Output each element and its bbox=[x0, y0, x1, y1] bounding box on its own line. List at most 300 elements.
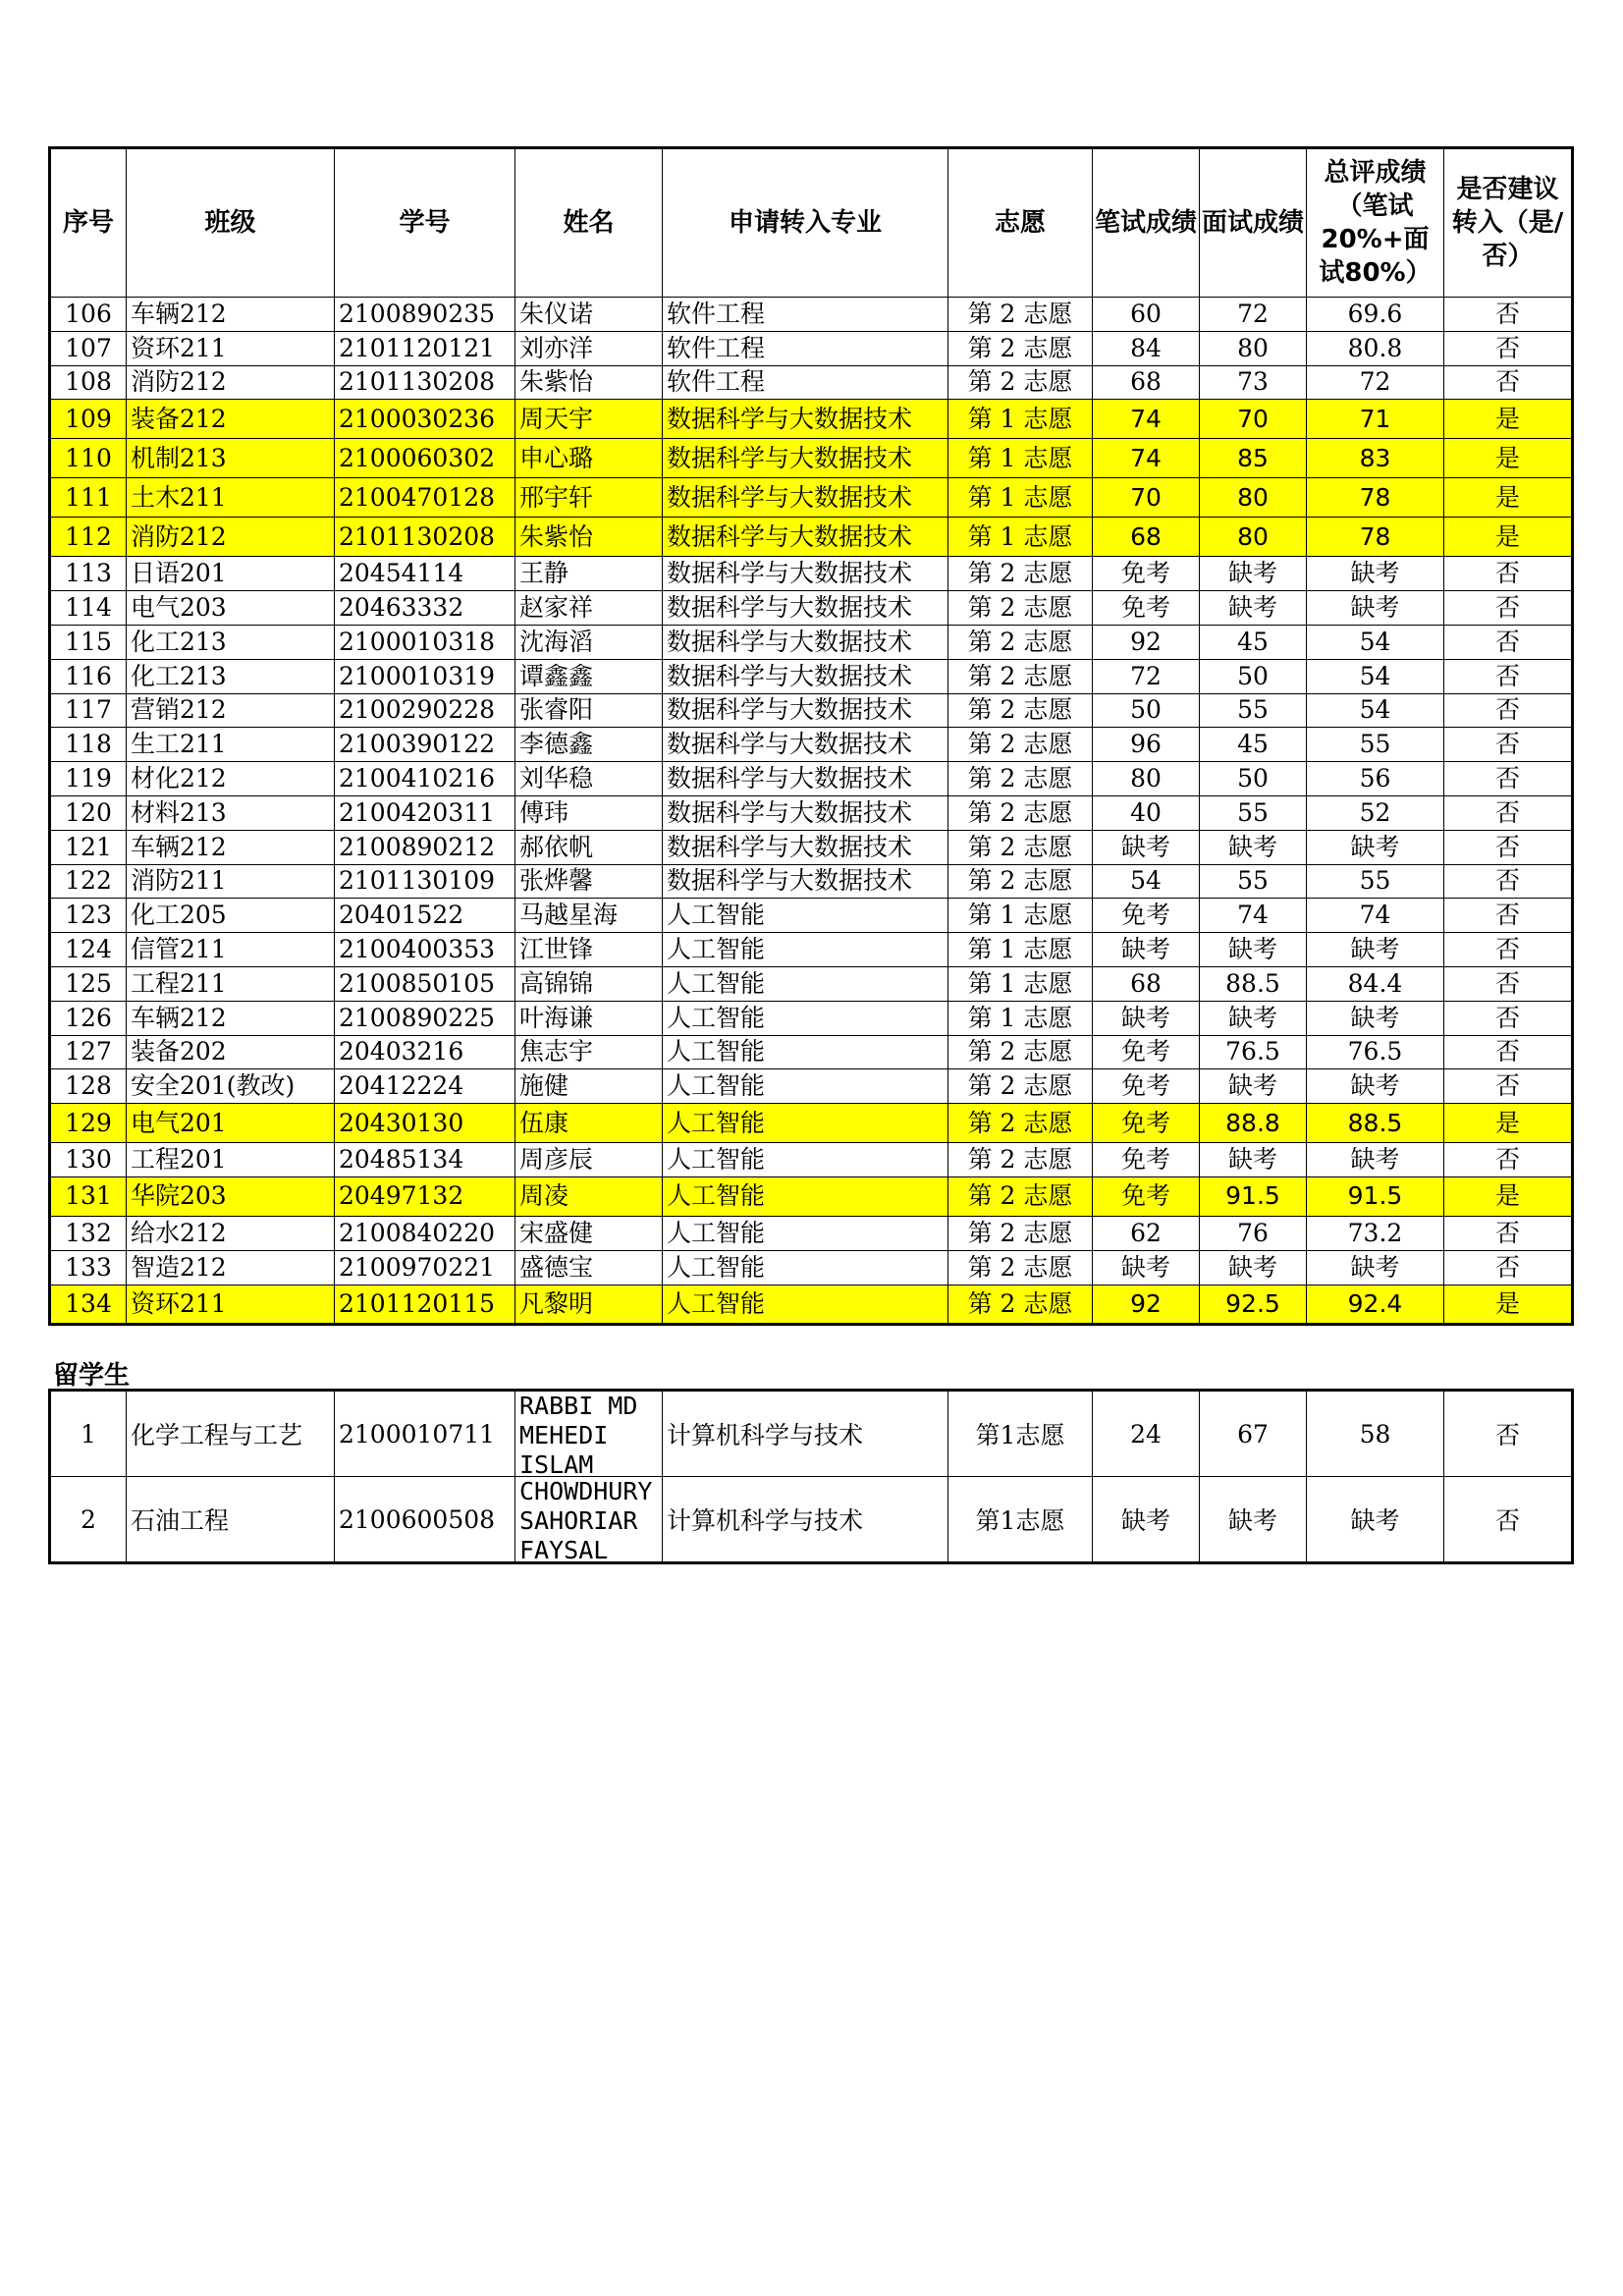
row-no: 119 bbox=[50, 762, 127, 796]
row-class: 营销212 bbox=[127, 693, 335, 728]
row-total: 56 bbox=[1307, 762, 1444, 796]
row-class: 给水212 bbox=[127, 1216, 335, 1250]
row-major: 数据科学与大数据技术 bbox=[663, 693, 948, 728]
row-total: 缺考 bbox=[1307, 591, 1444, 626]
row-recommend: 否 bbox=[1444, 795, 1573, 830]
row-class: 资环211 bbox=[127, 1285, 335, 1324]
header-total: 总评成绩（笔试20%+面试80%） bbox=[1307, 148, 1444, 298]
row-no: 116 bbox=[50, 659, 127, 693]
row-no: 126 bbox=[50, 1001, 127, 1035]
row-total: 78 bbox=[1307, 518, 1444, 557]
row-recommend: 是 bbox=[1444, 1104, 1573, 1143]
row-major: 数据科学与大数据技术 bbox=[663, 830, 948, 864]
row-written: 54 bbox=[1093, 864, 1200, 899]
transfer-results-table bbox=[48, 146, 1574, 1326]
row-student-id: 2101130109 bbox=[335, 864, 515, 899]
row-written: 84 bbox=[1093, 331, 1200, 365]
row-major: 人工智能 bbox=[663, 1104, 948, 1143]
row-total: 52 bbox=[1307, 795, 1444, 830]
row-interview: 55 bbox=[1200, 864, 1307, 899]
row-written: 62 bbox=[1093, 1216, 1200, 1250]
row-student-id: 2100850105 bbox=[335, 966, 515, 1001]
row-major: 数据科学与大数据技术 bbox=[663, 478, 948, 518]
header-recommend: 是否建议转入（是/否） bbox=[1444, 148, 1573, 298]
row-total: 76.5 bbox=[1307, 1035, 1444, 1069]
row-major: 数据科学与大数据技术 bbox=[663, 591, 948, 626]
row-interview: 91.5 bbox=[1200, 1176, 1307, 1216]
row-interview: 缺考 bbox=[1200, 1069, 1307, 1104]
row-wish: 第 1 志愿 bbox=[948, 518, 1093, 557]
row-recommend: 否 bbox=[1444, 864, 1573, 899]
row-total: 91.5 bbox=[1307, 1176, 1444, 1216]
row-major: 人工智能 bbox=[663, 1001, 948, 1035]
row-interview: 72 bbox=[1200, 298, 1307, 332]
row-major: 数据科学与大数据技术 bbox=[663, 864, 948, 899]
row-total: 缺考 bbox=[1307, 830, 1444, 864]
table-row bbox=[50, 1285, 1573, 1324]
row-written: 72 bbox=[1093, 659, 1200, 693]
row-major: 数据科学与大数据技术 bbox=[663, 728, 948, 762]
row-recommend: 否 bbox=[1444, 625, 1573, 659]
row-major: 软件工程 bbox=[663, 331, 948, 365]
row-name: 李德鑫 bbox=[515, 728, 663, 762]
row-wish: 第 2 志愿 bbox=[948, 830, 1093, 864]
row-recommend: 是 bbox=[1444, 518, 1573, 557]
table-row bbox=[50, 864, 1573, 899]
row-student-id: 20412224 bbox=[335, 1069, 515, 1104]
row-name: 伍康 bbox=[515, 1104, 663, 1143]
row-major: 人工智能 bbox=[663, 1176, 948, 1216]
row-no: 124 bbox=[50, 933, 127, 967]
row-written: 免考 bbox=[1093, 591, 1200, 626]
row-student-id: 2100890225 bbox=[335, 1001, 515, 1035]
row-student-id: 2100600508 bbox=[335, 1477, 515, 1563]
row-interview: 缺考 bbox=[1200, 1143, 1307, 1177]
row-name: 周天宇 bbox=[515, 400, 663, 439]
row-no: 122 bbox=[50, 864, 127, 899]
table-row bbox=[50, 1391, 1573, 1477]
row-class: 土木211 bbox=[127, 478, 335, 518]
row-major: 人工智能 bbox=[663, 1069, 948, 1104]
row-student-id: 2100410216 bbox=[335, 762, 515, 796]
row-recommend: 是 bbox=[1444, 439, 1573, 478]
row-class: 装备202 bbox=[127, 1035, 335, 1069]
row-wish: 第 2 志愿 bbox=[948, 762, 1093, 796]
row-total: 缺考 bbox=[1307, 557, 1444, 591]
row-student-id: 2101120115 bbox=[335, 1285, 515, 1324]
row-interview: 73 bbox=[1200, 365, 1307, 400]
row-major: 数据科学与大数据技术 bbox=[663, 659, 948, 693]
table-row bbox=[50, 762, 1573, 796]
row-recommend: 是 bbox=[1444, 478, 1573, 518]
row-no: 108 bbox=[50, 365, 127, 400]
row-student-id: 2100390122 bbox=[335, 728, 515, 762]
row-written: 60 bbox=[1093, 298, 1200, 332]
row-wish: 第1志愿 bbox=[948, 1391, 1093, 1477]
row-no: 134 bbox=[50, 1285, 127, 1324]
row-no: 130 bbox=[50, 1143, 127, 1177]
table-row bbox=[50, 298, 1573, 332]
row-class: 信管211 bbox=[127, 933, 335, 967]
row-written: 74 bbox=[1093, 400, 1200, 439]
table-row bbox=[50, 557, 1573, 591]
row-total: 92.4 bbox=[1307, 1285, 1444, 1324]
row-name: 凡黎明 bbox=[515, 1285, 663, 1324]
row-class: 化学工程与工艺 bbox=[127, 1391, 335, 1477]
header-interview: 面试成绩 bbox=[1200, 148, 1307, 298]
table-row bbox=[50, 728, 1573, 762]
row-class: 车辆212 bbox=[127, 1001, 335, 1035]
row-interview: 缺考 bbox=[1200, 1477, 1307, 1563]
row-interview: 80 bbox=[1200, 478, 1307, 518]
row-interview: 76 bbox=[1200, 1216, 1307, 1250]
row-name: 刘亦洋 bbox=[515, 331, 663, 365]
row-student-id: 20401522 bbox=[335, 899, 515, 933]
row-total: 73.2 bbox=[1307, 1216, 1444, 1250]
row-wish: 第 2 志愿 bbox=[948, 1069, 1093, 1104]
row-wish: 第 2 志愿 bbox=[948, 1285, 1093, 1324]
row-class: 安全201(教改) bbox=[127, 1069, 335, 1104]
table-row bbox=[50, 478, 1573, 518]
row-wish: 第 1 志愿 bbox=[948, 400, 1093, 439]
row-written: 40 bbox=[1093, 795, 1200, 830]
row-major: 数据科学与大数据技术 bbox=[663, 795, 948, 830]
row-major: 人工智能 bbox=[663, 966, 948, 1001]
row-total: 缺考 bbox=[1307, 1001, 1444, 1035]
row-name: 谭鑫鑫 bbox=[515, 659, 663, 693]
header-student-id: 学号 bbox=[335, 148, 515, 298]
row-major: 数据科学与大数据技术 bbox=[663, 518, 948, 557]
table-row bbox=[50, 933, 1573, 967]
row-major: 人工智能 bbox=[663, 1143, 948, 1177]
row-written: 缺考 bbox=[1093, 830, 1200, 864]
row-no: 1 bbox=[50, 1391, 127, 1477]
row-major: 软件工程 bbox=[663, 298, 948, 332]
row-interview: 92.5 bbox=[1200, 1285, 1307, 1324]
row-no: 133 bbox=[50, 1250, 127, 1285]
header-written: 笔试成绩 bbox=[1093, 148, 1200, 298]
row-interview: 70 bbox=[1200, 400, 1307, 439]
row-student-id: 2101120121 bbox=[335, 331, 515, 365]
row-recommend: 否 bbox=[1444, 331, 1573, 365]
row-student-id: 2100290228 bbox=[335, 693, 515, 728]
row-class: 石油工程 bbox=[127, 1477, 335, 1563]
row-student-id: 2100060302 bbox=[335, 439, 515, 478]
row-interview: 45 bbox=[1200, 625, 1307, 659]
row-student-id: 20485134 bbox=[335, 1143, 515, 1177]
row-recommend: 否 bbox=[1444, 1477, 1573, 1563]
row-name bbox=[515, 1477, 663, 1563]
row-total: 55 bbox=[1307, 864, 1444, 899]
row-name: 刘华稳 bbox=[515, 762, 663, 796]
row-major: 人工智能 bbox=[663, 1250, 948, 1285]
row-no: 2 bbox=[50, 1477, 127, 1563]
row-no: 128 bbox=[50, 1069, 127, 1104]
row-written: 缺考 bbox=[1093, 1477, 1200, 1563]
row-interview: 缺考 bbox=[1200, 591, 1307, 626]
row-student-id: 2100030236 bbox=[335, 400, 515, 439]
row-written: 24 bbox=[1093, 1391, 1200, 1477]
row-wish: 第 2 志愿 bbox=[948, 795, 1093, 830]
table-row bbox=[50, 1477, 1573, 1563]
table-row bbox=[50, 1250, 1573, 1285]
row-total: 78 bbox=[1307, 478, 1444, 518]
table-row bbox=[50, 1001, 1573, 1035]
row-class: 机制213 bbox=[127, 439, 335, 478]
row-wish: 第 2 志愿 bbox=[948, 591, 1093, 626]
row-major: 人工智能 bbox=[663, 1285, 948, 1324]
row-interview: 67 bbox=[1200, 1391, 1307, 1477]
row-recommend: 否 bbox=[1444, 1001, 1573, 1035]
header-row bbox=[50, 148, 1573, 298]
row-class: 消防212 bbox=[127, 365, 335, 400]
foreign-name-text: CHOWDHURY SAHORIAR FAYSAL bbox=[519, 1477, 653, 1561]
row-wish: 第 1 志愿 bbox=[948, 899, 1093, 933]
row-name bbox=[515, 1391, 663, 1477]
row-written: 免考 bbox=[1093, 1069, 1200, 1104]
row-total: 83 bbox=[1307, 439, 1444, 478]
row-written: 92 bbox=[1093, 1285, 1200, 1324]
row-major: 数据科学与大数据技术 bbox=[663, 762, 948, 796]
row-class: 装备212 bbox=[127, 400, 335, 439]
row-interview: 80 bbox=[1200, 331, 1307, 365]
row-recommend: 否 bbox=[1444, 728, 1573, 762]
row-name: 周凌 bbox=[515, 1176, 663, 1216]
row-wish: 第 2 志愿 bbox=[948, 331, 1093, 365]
row-written: 68 bbox=[1093, 518, 1200, 557]
row-written: 免考 bbox=[1093, 1104, 1200, 1143]
row-wish: 第 2 志愿 bbox=[948, 1250, 1093, 1285]
row-name: 申心璐 bbox=[515, 439, 663, 478]
row-interview: 88.5 bbox=[1200, 966, 1307, 1001]
row-interview: 50 bbox=[1200, 762, 1307, 796]
row-recommend: 否 bbox=[1444, 557, 1573, 591]
row-no: 131 bbox=[50, 1176, 127, 1216]
row-interview: 74 bbox=[1200, 899, 1307, 933]
row-written: 免考 bbox=[1093, 557, 1200, 591]
row-name: 王静 bbox=[515, 557, 663, 591]
row-no: 111 bbox=[50, 478, 127, 518]
row-major: 人工智能 bbox=[663, 899, 948, 933]
row-name: 沈海滔 bbox=[515, 625, 663, 659]
row-no: 118 bbox=[50, 728, 127, 762]
row-name: 张睿阳 bbox=[515, 693, 663, 728]
row-wish: 第 2 志愿 bbox=[948, 728, 1093, 762]
row-total: 71 bbox=[1307, 400, 1444, 439]
row-total: 74 bbox=[1307, 899, 1444, 933]
row-recommend: 否 bbox=[1444, 693, 1573, 728]
row-interview: 50 bbox=[1200, 659, 1307, 693]
row-student-id: 2100400353 bbox=[335, 933, 515, 967]
row-total: 缺考 bbox=[1307, 1477, 1444, 1563]
row-recommend: 是 bbox=[1444, 400, 1573, 439]
row-wish: 第 2 志愿 bbox=[948, 365, 1093, 400]
row-interview: 85 bbox=[1200, 439, 1307, 478]
row-recommend: 否 bbox=[1444, 298, 1573, 332]
row-wish: 第 2 志愿 bbox=[948, 1035, 1093, 1069]
row-major: 计算机科学与技术 bbox=[663, 1477, 948, 1563]
row-student-id: 20497132 bbox=[335, 1176, 515, 1216]
row-recommend: 否 bbox=[1444, 1143, 1573, 1177]
row-class: 智造212 bbox=[127, 1250, 335, 1285]
row-wish: 第 1 志愿 bbox=[948, 966, 1093, 1001]
row-major: 数据科学与大数据技术 bbox=[663, 625, 948, 659]
row-class: 工程201 bbox=[127, 1143, 335, 1177]
row-name: 邢宇轩 bbox=[515, 478, 663, 518]
table-row bbox=[50, 518, 1573, 557]
row-interview: 45 bbox=[1200, 728, 1307, 762]
row-wish: 第 1 志愿 bbox=[948, 478, 1093, 518]
row-interview: 55 bbox=[1200, 795, 1307, 830]
row-recommend: 否 bbox=[1444, 591, 1573, 626]
row-student-id: 2100970221 bbox=[335, 1250, 515, 1285]
row-interview: 缺考 bbox=[1200, 1250, 1307, 1285]
row-interview: 缺考 bbox=[1200, 830, 1307, 864]
row-student-id: 2100890212 bbox=[335, 830, 515, 864]
table-row bbox=[50, 693, 1573, 728]
row-class: 资环211 bbox=[127, 331, 335, 365]
row-recommend: 否 bbox=[1444, 899, 1573, 933]
row-name: 赵家祥 bbox=[515, 591, 663, 626]
row-no: 123 bbox=[50, 899, 127, 933]
row-total: 84.4 bbox=[1307, 966, 1444, 1001]
row-total: 54 bbox=[1307, 693, 1444, 728]
row-recommend: 否 bbox=[1444, 933, 1573, 967]
row-total: 69.6 bbox=[1307, 298, 1444, 332]
row-no: 106 bbox=[50, 298, 127, 332]
row-total: 缺考 bbox=[1307, 933, 1444, 967]
row-wish: 第1志愿 bbox=[948, 1477, 1093, 1563]
row-class: 电气203 bbox=[127, 591, 335, 626]
row-student-id: 2100010319 bbox=[335, 659, 515, 693]
header-major: 申请转入专业 bbox=[663, 148, 948, 298]
row-major: 数据科学与大数据技术 bbox=[663, 439, 948, 478]
row-interview: 76.5 bbox=[1200, 1035, 1307, 1069]
row-wish: 第 2 志愿 bbox=[948, 1216, 1093, 1250]
row-interview: 缺考 bbox=[1200, 933, 1307, 967]
row-name: 施健 bbox=[515, 1069, 663, 1104]
table-row bbox=[50, 400, 1573, 439]
row-name: 江世锋 bbox=[515, 933, 663, 967]
row-major: 人工智能 bbox=[663, 1216, 948, 1250]
header-no: 序号 bbox=[50, 148, 127, 298]
row-no: 115 bbox=[50, 625, 127, 659]
row-total: 55 bbox=[1307, 728, 1444, 762]
row-name: 高锦锦 bbox=[515, 966, 663, 1001]
row-wish: 第 2 志愿 bbox=[948, 864, 1093, 899]
row-student-id: 20463332 bbox=[335, 591, 515, 626]
row-no: 114 bbox=[50, 591, 127, 626]
row-total: 58 bbox=[1307, 1391, 1444, 1477]
row-wish: 第 2 志愿 bbox=[948, 298, 1093, 332]
row-total: 72 bbox=[1307, 365, 1444, 400]
row-class: 化工213 bbox=[127, 625, 335, 659]
table-row bbox=[50, 1035, 1573, 1069]
row-written: 96 bbox=[1093, 728, 1200, 762]
row-recommend: 否 bbox=[1444, 1216, 1573, 1250]
header-class: 班级 bbox=[127, 148, 335, 298]
row-interview: 55 bbox=[1200, 693, 1307, 728]
row-written: 50 bbox=[1093, 693, 1200, 728]
row-written: 免考 bbox=[1093, 1176, 1200, 1216]
row-class: 电气201 bbox=[127, 1104, 335, 1143]
row-written: 74 bbox=[1093, 439, 1200, 478]
row-wish: 第 2 志愿 bbox=[948, 693, 1093, 728]
row-student-id: 2100010318 bbox=[335, 625, 515, 659]
header-wish: 志愿 bbox=[948, 148, 1093, 298]
row-total: 80.8 bbox=[1307, 331, 1444, 365]
table-row bbox=[50, 625, 1573, 659]
table-row bbox=[50, 966, 1573, 1001]
row-major: 数据科学与大数据技术 bbox=[663, 557, 948, 591]
row-no: 109 bbox=[50, 400, 127, 439]
row-recommend: 否 bbox=[1444, 1069, 1573, 1104]
row-name: 焦志宇 bbox=[515, 1035, 663, 1069]
row-recommend: 否 bbox=[1444, 1250, 1573, 1285]
row-recommend: 否 bbox=[1444, 365, 1573, 400]
row-no: 113 bbox=[50, 557, 127, 591]
header-name: 姓名 bbox=[515, 148, 663, 298]
row-recommend: 否 bbox=[1444, 1391, 1573, 1477]
row-class: 材料213 bbox=[127, 795, 335, 830]
row-class: 工程211 bbox=[127, 966, 335, 1001]
row-wish: 第 1 志愿 bbox=[948, 439, 1093, 478]
row-no: 125 bbox=[50, 966, 127, 1001]
row-major: 人工智能 bbox=[663, 1035, 948, 1069]
table-row bbox=[50, 365, 1573, 400]
row-student-id: 2100470128 bbox=[335, 478, 515, 518]
table-row bbox=[50, 1176, 1573, 1216]
row-recommend: 否 bbox=[1444, 762, 1573, 796]
table-row bbox=[50, 899, 1573, 933]
row-no: 127 bbox=[50, 1035, 127, 1069]
row-wish: 第 2 志愿 bbox=[948, 625, 1093, 659]
row-wish: 第 2 志愿 bbox=[948, 1143, 1093, 1177]
row-class: 材化212 bbox=[127, 762, 335, 796]
foreign-students-table bbox=[48, 1389, 1574, 1564]
row-written: 92 bbox=[1093, 625, 1200, 659]
row-student-id: 20430130 bbox=[335, 1104, 515, 1143]
row-recommend: 否 bbox=[1444, 1035, 1573, 1069]
row-name: 周彦辰 bbox=[515, 1143, 663, 1177]
row-no: 132 bbox=[50, 1216, 127, 1250]
table-row bbox=[50, 1104, 1573, 1143]
row-class: 化工205 bbox=[127, 899, 335, 933]
row-total: 缺考 bbox=[1307, 1069, 1444, 1104]
row-interview: 80 bbox=[1200, 518, 1307, 557]
row-recommend: 否 bbox=[1444, 830, 1573, 864]
row-class: 日语201 bbox=[127, 557, 335, 591]
table-row bbox=[50, 830, 1573, 864]
row-no: 121 bbox=[50, 830, 127, 864]
row-total: 缺考 bbox=[1307, 1143, 1444, 1177]
row-name: 叶海谦 bbox=[515, 1001, 663, 1035]
row-class: 消防211 bbox=[127, 864, 335, 899]
table-row bbox=[50, 439, 1573, 478]
row-name: 宋盛健 bbox=[515, 1216, 663, 1250]
row-wish: 第 1 志愿 bbox=[948, 933, 1093, 967]
row-wish: 第 2 志愿 bbox=[948, 1104, 1093, 1143]
row-name: 盛德宝 bbox=[515, 1250, 663, 1285]
row-no: 110 bbox=[50, 439, 127, 478]
row-name: 傅玮 bbox=[515, 795, 663, 830]
row-class: 华院203 bbox=[127, 1176, 335, 1216]
row-wish: 第 2 志愿 bbox=[948, 557, 1093, 591]
row-student-id: 20454114 bbox=[335, 557, 515, 591]
row-no: 107 bbox=[50, 331, 127, 365]
row-wish: 第 2 志愿 bbox=[948, 1176, 1093, 1216]
row-major: 数据科学与大数据技术 bbox=[663, 400, 948, 439]
